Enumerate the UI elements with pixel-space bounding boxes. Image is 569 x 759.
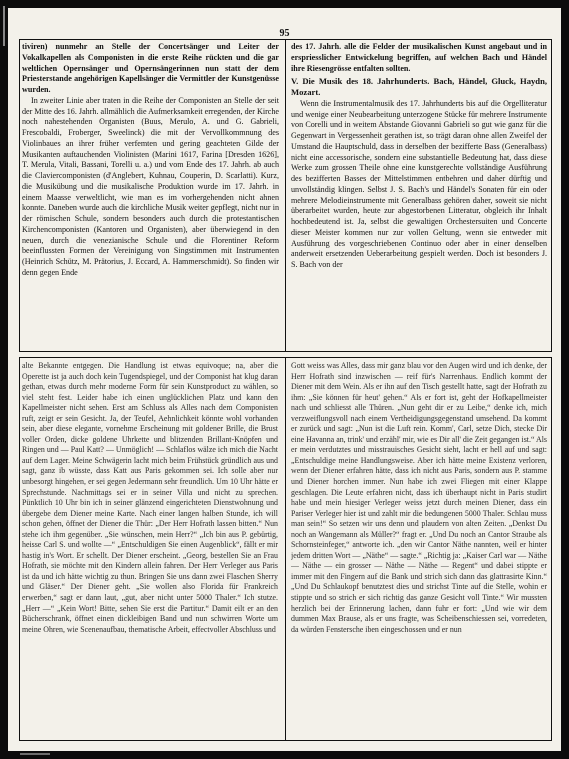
scan-mark-left	[3, 6, 5, 46]
upper-right-body: Wenn die Instrumentalmusik des 17. Jahrhunderts bis auf die Orgelliteratur und wenige einer Neubearbeitung unterzogene Stücke für mehrere Instrumente von Corelli und in weitem Abstande Giovanni Gabrieli so gut wie ganz für die Gegenwart in Vergessenheit gerathen ist, so trägt daran ohne allen Zweifel der Umstand die Hauptschuld, dass in derselben der bezifferte Bass (Generalbass) nicht eine accessorische, sondern eine substantielle Bedeutung hat, dass diese Werke zum grossen Theile ohne eine kunstgerechte vollständige Ausführung des bezifferten Basses der Mittelstimmen entbehren und daher dürftig und unvollständig klingen. Selbst J. S. Bach's und Händel's Sonaten für ein oder mehrere Melodieinstrumente mit Generalbass gehören daher, soweit sie nicht überarbeitet wurden, heute zur abgestorbenen Litteratur, obgleich ihr Inhalt hochbedeutend ist. Ja, selbst die gewaltigen Orchestersuiten und Concerte dieser Meister kommen nur zur vollen Geltung, wenn sie entweder mit Ausführung des vorgeschriebenen Continuo oder aber in einer denselben anderweit ersetzenden Ueberarbeitung gespielt werden. Doch ist besonders J. S. Bach von der	[291, 98, 547, 269]
section-heading: V. Die Musik des 18. Jahrhunderts. Bach, Händel, Gluck, Haydn, Mozart.	[291, 76, 547, 97]
column-divider-lower	[285, 358, 286, 740]
page-number: 95	[279, 28, 290, 39]
upper-left-paragraph-1: tiviren) nunmehr an Stelle der Concertsänger und Leiter der Vokalkapellen als Componisten in die erste Reihe rückten und die gar weltlichen Opernsänger und Opernsängerinnen nun statt der dem Priesterstande angehörigen Kapellsänger die Vermittler der Kunstgenüsse wurden.	[22, 42, 279, 94]
lower-left-text: alte Bekannte entgegen. Die Handlung ist etwas equivoque; na, aber die Operette ist ja auch doch kein Tugendspiegel, und der Componist hat klug daran gethan, etwas durch mehr moderne Form für sein Kunstproduct zu wählen, so viel steht fest. Leider habe ich einen unglücklichen Platz und kann den Kapellmeister nicht sehen. Erst am Schluss als Alles nach dem Componisten ruft, zeigt er sein Gesicht. Ja, der Teufel, Aehnlichkeit könnte wohl vorhanden sein, aber diese elegante, vornehme Erscheinung mit goldener Brille, die Brust voller Orden, dicke goldene Uhrkette und blitzenden Brillant-Knöpfen und Ringen und — Paul Katt? — Unmöglich! — Schlaflos wälze ich mich die Nacht auf dem Lager. Meine Schwägerin lacht mich beim Frühstück gründlich aus und sagt, ganz ib wüsste, dass Katt aus Paris gekommen sei. Ich solle aber nur unbesorgt hingehen, er sei gegen Jedermann sehr freundlich. Um 10 Uhr hätte er Sprechstunde. Nachmittags sei er in seiner Villa und nicht zu sprechen. Pünktlich 10 Uhr bin ich in seiner glänzend eingerichteten Dienstwohnung und übergebe dem Diener meine Karte. Nach einer langen halben Stunde, ich will schon gehen, öffnet der Diener die Thür: „Der Herr Hofrath lassen bitten.“ Nun stehe ich ihm gegenüber. „Sie wünschen, mein Herr?“ „Ich bin aus P. gebürtig, heisse Carl S. und wollte —“ „Entschuldigen Sie einen Augenblick“, fällt er mir hastig in's Wort. Er schellt. Der Diener erscheint. „Georg, bestellen Sie an Frau Hofrath, sie möchte mit den Kindern allein fahren. Der Herr Verleger aus Paris ist da und ich hätte wichtig zu thun. Bringen Sie uns dann zwei Flaschen Sherry und Gläser.“ Der Diener geht. „Sie wollen also Florida für Frankreich erwerben,“ sagt er dann laut, „gut, aber nicht unter 5000 Thaler.“ Ich stutze. „Herr —“ „Kein Wort! Bitte, sehen Sie erst die Partitur.“ Damit eilt er an den Bücherschrank, öffnet einen dickleibigen Band und nun schwirren Worte um meine Ohren, wie Scenenaufbau, thematische Arbeit, effectvoller Abschluss und	[22, 361, 278, 634]
lower-right-column	[291, 361, 547, 737]
lower-left-column	[22, 361, 278, 737]
lower-section	[19, 357, 552, 741]
page	[8, 8, 561, 751]
upper-right-intro: des 17. Jahrh. alle die Felder der musikalischen Kunst angebaut und in erspriesslicher Entwickelung begriffen, auf welchen Bach und Händel ihre Riesengrösse entfalten sollten.	[291, 42, 547, 73]
upper-left-column	[22, 42, 279, 348]
scan-mark-bottom	[20, 753, 50, 755]
upper-left-paragraph-2: In zweiter Linie aber traten in die Reihe der Componisten an Stelle der seit der Mitte des 16. Jahrh. allmählich die Aufmerksamkeit erregenden, der Kirche noch nahestehenden Organisten (Buus, Merulo, A. und G. Gabrieli, Frescobaldi, Froberger, Sweelinck) die mit der Vervollkommnung des Violinbaues an ihrer früher verfemten und gering geachteten Gilde der Musikanten auftauchenden Violinisten (Marini 1617, Farina [Dresden 1626], T. Merula, Vitali, Bassani, Torelli u. a.) und vom Ende des 17. Jahrh. ab auch die Claviercomponisten (d'Anglebert, Kuhnau, Couperin, D. Scarlatti). Kurz, die Musikübung und die musikalische Produktion wurde im 17. Jahrh. in einem Maasse verweltlicht, wie man es im vorhergehenden nicht ahnen konnte. Daneben wurde auch die kirchliche Musik weiter gepflegt, nicht nur in der römischen Schule, sondern besonders auch durch die protestantischen Kirchencomponisten (Kantoren und Organisten), aber überwiegend in den neuen, durch die venezianische Schule und die Florentiner Reform beeinflussten Formen der Vereinigung von Singstimmen mit Instrumenten (Heinrich Schütz, M. Prätorius, J. Eccard, A. Hammerschmidt). So finden wir denn gegen Ende	[22, 95, 279, 277]
upper-section	[19, 39, 552, 352]
upper-right-column	[291, 42, 547, 348]
column-divider-upper	[285, 40, 286, 351]
lower-right-text: Gott weiss was Alles, dass mir ganz blau vor den Augen wird und ich denke, der Herr Hofrath sind inzwischen — reif für's Narrenhaus. Endlich kommt der Diener mit dem Wein. Als er ihn auf den Tisch gestellt hatte, sagt der Hofrath zu ihm: „Sie können für heut' gehen.“ Als er fort ist, geht der Hofkapellmeister nach und schliesst alle Thüren. „Nun geht dir er zu Leibe,“ denke ich, mich verzweiflungsvoll nach einem Vertheidigungsgegenstand umsehend. Da kommt er zurück und sagt: „Nun ist die Luft rein. Komm', Carl, setze Dich, stecke Dir eine Havanna an, trink' und erzähl' mir, wie es Dir all' die Zeit gegangen ist.“ Als er mein verdutztes und misstrauisches Gesicht sieht, lacht er hell auf und sagt: „Entschuldige meine Handlungsweise. Aber ich hätte meine Existenz verloren, wenn der Diener erfahren hätte, dass ich nicht aus Paris, sondern aus P. stamme und Diener horchen immer. Nun habe ich zwei Fliegen mit einer Klappe geschlagen. Die Leute erfahren nicht, dass ich überhaupt nicht in Paris studirt habe und mein hiesiger Verleger weiss jetzt durch meinen Diener, dass ein Pariser Verleger hier ist und zahlt mir die bedungenen 5000 Thaler. Schlau muss man sein!“ So setzen wir uns denn und plaudern von alten Zeiten. „Denkst Du noch an Wangemann als Müller?“ fragt er. „Und Du noch an Cantor Straube als Schornsteinfeger,“ antworte ich. „den wir Cantor Näthe nannten, weil er hinter jedem dritten Wort — „Näthe“ — sagte.“ „Richtig ja: „Kaiser Carl war — Näthe — Näthe — ein grosser — Näthe — Näthe — Regent“ und dabei stippte er immer mit den Fingern auf die Bank und strich sich dann das glattrasirte Kinn.“ „Und Du Schlaukopf benutztest dies und strichst Tinte auf die Stelle, wohin er stippte und so strich er sich richtig das ganze Gesicht voll Tinte.“ Wir mussten herzlich bei der Erinnerung lachen, dann fuhr er fort: „Und wie wir dem dummen Max Brause, als er uns fragte, was Scheibenschiessen sei, vorredeten, da würden Fenstersche iben eingeschossen und er nun	[291, 361, 547, 634]
